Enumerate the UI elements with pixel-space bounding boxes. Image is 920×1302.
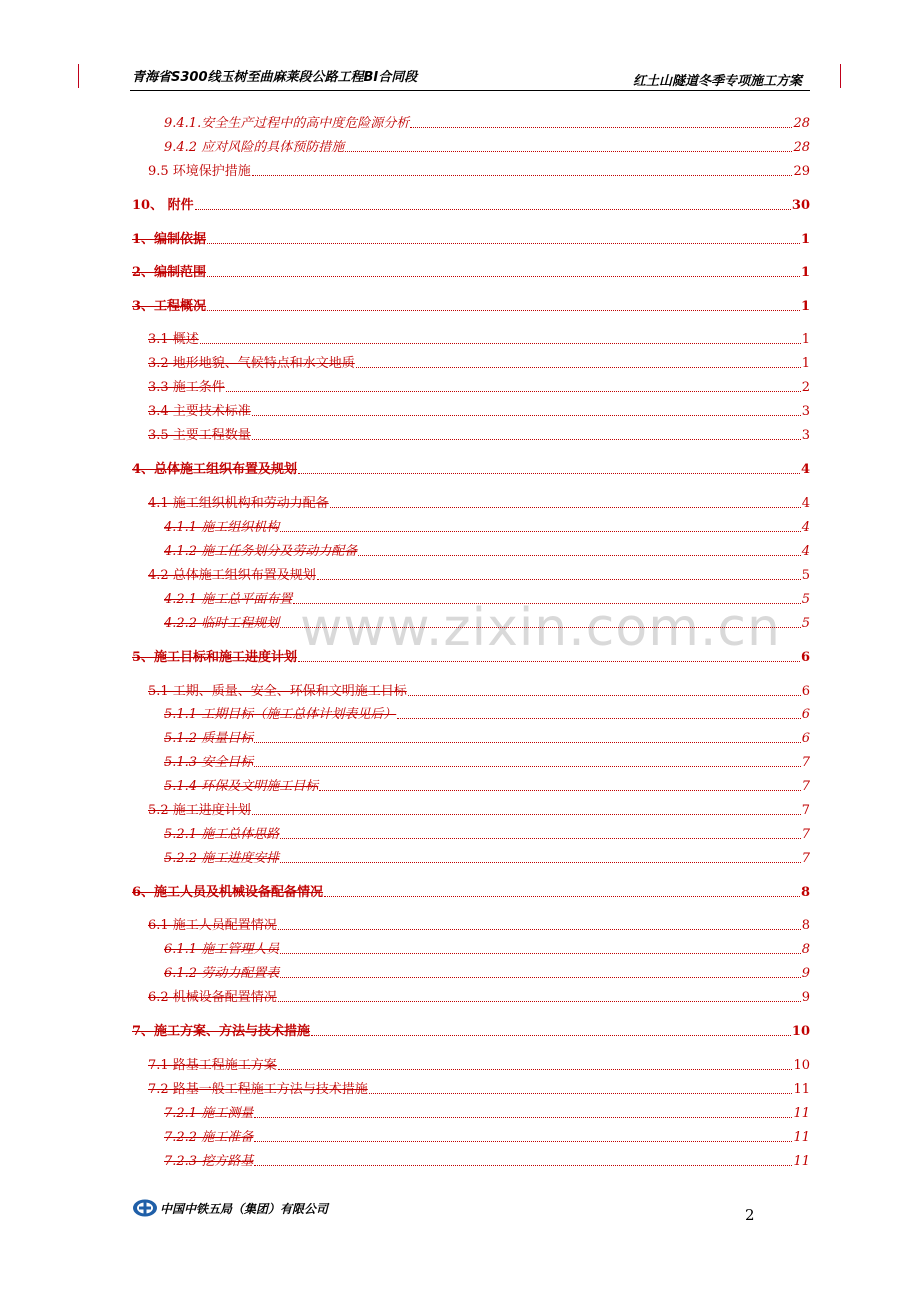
toc-dot-leader [293,602,801,604]
toc-entry-label: 7.2 路基一般工程施工方法与技术措施 [148,1082,368,1097]
page-number: 2 [745,1206,755,1224]
toc-entry[interactable] [148,492,810,512]
toc-dot-leader [330,506,801,508]
toc-entry-page: 8 [801,918,810,933]
toc-entry[interactable] [164,823,810,843]
toc-entry-label: 5.1.2 质量目标 [164,731,254,746]
toc-dot-leader [252,174,793,176]
toc-entry-label: 4、总体施工组织布置及规划 [132,462,298,477]
toc-dot-leader [317,578,801,580]
toc-entry-label: 7.2.3 挖方路基 [164,1154,254,1169]
toc-entry[interactable] [148,424,810,444]
toc-entry-label: 3.3 施工条件 [148,380,225,395]
toc-entry-label: 9.5 环境保护措施 [148,164,251,179]
toc-dot-leader [254,765,801,767]
toc-entry[interactable] [164,540,810,560]
toc-entry-label: 5.2.1 施工总体思路 [164,827,280,842]
toc-entry-page: 7 [801,827,810,842]
header-rule [130,90,810,91]
toc-entry-page: 7 [801,779,810,794]
toc-entry-label: 4.1.2 施工任务划分及劳动力配备 [164,544,358,559]
toc-entry[interactable] [164,588,810,608]
toc-entry-page: 6 [801,707,810,722]
toc-entry-page: 3 [801,404,810,419]
toc-entry-page: 11 [793,1130,810,1145]
toc-entry-page: 3 [801,428,810,443]
toc-entry[interactable] [148,799,810,819]
toc-entry-page: 30 [791,198,810,213]
toc-entry[interactable] [164,112,810,132]
toc-entry-page: 1 [800,299,810,314]
toc-entry[interactable] [164,703,810,723]
toc-dot-leader [207,309,800,311]
toc-entry[interactable] [164,1126,810,1146]
toc-entry-page: 28 [793,140,810,155]
toc-dot-leader [278,1000,801,1002]
toc-entry-page: 1 [801,332,810,347]
toc-entry-label: 5.1.3 安全目标 [164,755,254,770]
toc-dot-leader [280,837,801,839]
toc-entry-page: 9 [801,966,810,981]
toc-entry-page: 1 [801,356,810,371]
toc-entry[interactable] [132,228,810,248]
toc-entry[interactable] [148,328,810,348]
toc-entry-page: 1 [800,265,810,280]
toc-entry-page: 4 [801,544,810,559]
toc-dot-leader [410,126,792,128]
toc-dot-leader [278,1068,793,1070]
toc-entry[interactable] [148,352,810,372]
toc-entry-page: 4 [801,520,810,535]
toc-dot-leader [408,694,801,696]
toc-entry-page: 5 [801,568,810,583]
toc-dot-leader [254,1116,792,1118]
toc-dot-leader [195,208,791,210]
toc-entry-label: 3.1 概述 [148,332,199,347]
toc-dot-leader [280,530,801,532]
toc-entry-label: 4.2.2 临时工程规划 [164,616,280,631]
toc-entry-page: 6 [800,650,810,665]
corner-mark-right [840,64,841,88]
toc-dot-leader [356,366,801,368]
corner-mark-left [78,64,79,88]
toc-entry-label: 10、 附件 [132,198,194,213]
toc-entry-label: 6.1 施工人员配置情况 [148,918,277,933]
toc-entry-page: 2 [801,380,810,395]
toc-entry-page: 7 [801,851,810,866]
toc-dot-leader [298,660,800,662]
toc-entry-page: 10 [793,1058,810,1073]
toc-dot-leader [319,789,801,791]
toc-entry-label: 7.2.1 施工测量 [164,1106,254,1121]
toc-entry[interactable] [164,136,810,156]
toc-entry-label: 7、施工方案、方法与技术措施 [132,1024,311,1039]
toc-dot-leader [200,342,801,344]
toc-dot-leader [280,626,801,628]
toc-entry-label: 5.1 工期、质量、安全、环保和文明施工目标 [148,684,407,699]
toc-entry-page: 11 [793,1154,810,1169]
toc-entry-label: 3.4 主要技术标准 [148,404,251,419]
header-project-title: 青海省S300线玉树至曲麻莱段公路工程BI合同段 [132,70,418,85]
toc-entry-label: 5.2.2 施工进度安排 [164,851,280,866]
toc-entry-label: 3.2 地形地貌、气候特点和水文地质 [148,356,355,371]
toc-entry[interactable] [148,680,810,700]
toc-entry[interactable] [148,986,810,1006]
toc-entry-label: 4.1.1 施工组织机构 [164,520,280,535]
toc-entry[interactable] [132,194,810,214]
toc-entry-page: 5 [801,592,810,607]
toc-entry[interactable] [148,564,810,584]
toc-dot-leader [252,438,801,440]
toc-entry-label: 9.4.1.安全生产过程中的高中度危险源分析 [164,116,410,131]
toc-entry-label: 5.1.1 工期目标（施工总体计划表见后） [164,707,397,722]
toc-dot-leader [311,1034,791,1036]
toc-entry-label: 6、施工人员及机械设备配备情况 [132,885,324,900]
toc-entry[interactable] [148,376,810,396]
toc-dot-leader [324,895,800,897]
toc-entry-page: 6 [801,684,810,699]
toc-entry-label: 4.2.1 施工总平面布置 [164,592,293,607]
toc-entry-label: 7.2.2 施工准备 [164,1130,254,1145]
toc-entry-page: 9 [801,990,810,1005]
toc-entry[interactable] [164,938,810,958]
toc-entry[interactable] [164,1150,810,1170]
toc-entry[interactable] [132,295,810,315]
toc-dot-leader [207,275,800,277]
toc-dot-leader [252,813,801,815]
toc-entry[interactable] [148,160,810,180]
toc-entry-page: 7 [801,803,810,818]
toc-dot-leader [280,861,801,863]
toc-entry-label: 5、施工目标和施工进度计划 [132,650,298,665]
toc-entry-page: 4 [801,496,810,511]
toc-entry-label: 6.2 机械设备配置情况 [148,990,277,1005]
toc-dot-leader [254,1140,792,1142]
toc-dot-leader [278,928,801,930]
toc-dot-leader [298,472,800,474]
toc-entry-label: 1、编制依据 [132,232,207,247]
toc-dot-leader [254,1164,792,1166]
toc-entry[interactable] [132,646,810,666]
toc-dot-leader [226,390,801,392]
toc-entry[interactable] [148,1078,810,1098]
toc-entry-label: 6.1.1 施工管理人员 [164,942,280,957]
toc-dot-leader [369,1092,793,1094]
footer-logo [132,1198,328,1218]
toc-entry-page: 8 [801,942,810,957]
toc-entry[interactable] [148,914,810,934]
toc-entry-label: 7.1 路基工程施工方案 [148,1058,277,1073]
toc-dot-leader [280,952,801,954]
toc-entry-label: 9.4.2 应对风险的具体预防措施 [164,140,345,155]
toc-entry[interactable] [148,400,810,420]
toc-entry[interactable] [164,962,810,982]
toc-dot-leader [252,414,801,416]
toc-entry-label: 5.1.4 环保及文明施工目标 [164,779,319,794]
toc-entry-label: 4.1 施工组织机构和劳动力配备 [148,496,329,511]
toc-entry[interactable] [164,727,810,747]
toc-entry[interactable] [132,458,810,478]
footer-company-name: 中国中铁五局（集团）有限公司 [160,1201,329,1216]
toc-entry[interactable] [164,612,810,632]
toc-entry[interactable] [164,751,810,771]
toc-entry[interactable] [148,1054,810,1074]
toc-entry-page: 8 [800,885,810,900]
toc-entry-page: 11 [793,1106,810,1121]
toc-entry[interactable] [132,1020,810,1040]
toc-dot-leader [397,717,801,719]
toc-entry-page: 29 [793,164,810,179]
toc-entry[interactable] [132,881,810,901]
toc-entry-label: 3.5 主要工程数量 [148,428,251,443]
company-logo-icon [132,1198,158,1218]
toc-entry-label: 2、编制范围 [132,265,207,280]
toc-dot-leader [358,554,801,556]
toc-entry-page: 1 [800,232,810,247]
toc-entry-label: 5.2 施工进度计划 [148,803,251,818]
toc-dot-leader [345,150,792,152]
toc-entry-label: 3、工程概况 [132,299,207,314]
watermark: www.zixin.com.cn [300,598,781,658]
toc-entry-label: 6.1.2 劳动力配置表 [164,966,280,981]
header-document-title: 红土山隧道冬季专项施工方案 [632,74,802,89]
toc-entry[interactable] [132,261,810,281]
toc-entry-label: 4.2 总体施工组织布置及规划 [148,568,316,583]
toc-entry-page: 5 [801,616,810,631]
toc-entry-page: 28 [793,116,810,131]
toc-entry-page: 11 [793,1082,810,1097]
toc-entry[interactable] [164,1102,810,1122]
toc-entry[interactable] [164,847,810,867]
toc-entry[interactable] [164,775,810,795]
toc-dot-leader [207,242,800,244]
toc-dot-leader [254,741,801,743]
toc-entry-page: 4 [800,462,810,477]
toc-entry-page: 7 [801,755,810,770]
toc-entry-page: 6 [801,731,810,746]
toc-entry[interactable] [164,516,810,536]
toc-dot-leader [280,976,801,978]
toc-entry-page: 10 [791,1024,810,1039]
